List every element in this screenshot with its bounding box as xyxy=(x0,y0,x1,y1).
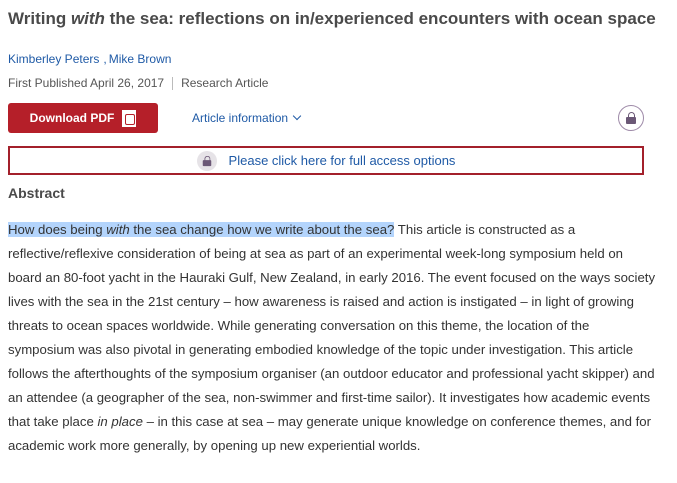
published-date: First Published April 26, 2017 xyxy=(8,76,165,90)
full-access-link[interactable]: Please click here for full access options xyxy=(228,153,456,168)
article-information-label: Article information xyxy=(192,111,289,125)
article-title xyxy=(8,8,658,29)
highlight-part-2: the sea change how we write about the sea? xyxy=(129,222,395,237)
abstract-body-part-1: This article is constructed as a reflective/reflexive consideration of being at sea as part of an experimental week-long symposium held on board an 80-foot yacht in the Hauraki Gulf, New Zealand, in early 2016. The event focused on the ways society lives with the sea in the 21st century – how awareness is raised and action is instigated – in light of growing threats to ocean spaces worldwide. While generating conversation on this theme, the location of the symposium was also pivotal in generating embodied knowledge of the topic under investigation. This article follows the afterthoughts of the symposium organiser (an outdoor educator and professional yacht skipper) and an attendee (a geographer of the sea, non-swimmer and first-time sailor). It investigates how academic events that take place xyxy=(8,222,656,429)
article-type: Research Article xyxy=(181,76,269,90)
lock-icon xyxy=(202,155,211,165)
full-access-options-bar[interactable] xyxy=(8,146,644,175)
access-lock-button[interactable] xyxy=(618,105,644,131)
highlight-emphasis: with xyxy=(106,222,130,237)
abstract-emphasis: in place xyxy=(97,414,143,429)
highlight-part-1: How does being xyxy=(8,222,107,237)
author-separator: , xyxy=(103,52,107,66)
access-lock-badge xyxy=(197,151,217,171)
article-information-dropdown[interactable] xyxy=(192,111,300,125)
author-link-kimberley-peters[interactable]: Kimberley Peters xyxy=(8,52,100,66)
download-pdf-button[interactable] xyxy=(8,103,158,133)
author-link-mike-brown[interactable]: Mike Brown xyxy=(108,52,172,66)
chevron-down-icon xyxy=(293,112,301,120)
author-list xyxy=(8,52,171,66)
pdf-file-icon xyxy=(122,110,136,127)
title-part-2: the sea: reflections on in/experienced encounters with ocean space xyxy=(104,9,656,28)
abstract-text xyxy=(8,218,658,458)
download-pdf-label: Download PDF xyxy=(29,111,115,125)
abstract-heading: Abstract xyxy=(8,185,65,201)
publication-meta xyxy=(8,76,268,90)
title-part-1: Writing xyxy=(8,9,71,28)
title-emphasis: with xyxy=(70,9,105,28)
lock-icon xyxy=(626,112,636,124)
abstract-body-part-2: – in this case at sea – may generate unique knowledge on conference themes, and for academic work more generally, by opening up new experiential worlds. xyxy=(8,414,651,453)
highlighted-question xyxy=(8,222,394,237)
meta-divider xyxy=(172,77,173,90)
